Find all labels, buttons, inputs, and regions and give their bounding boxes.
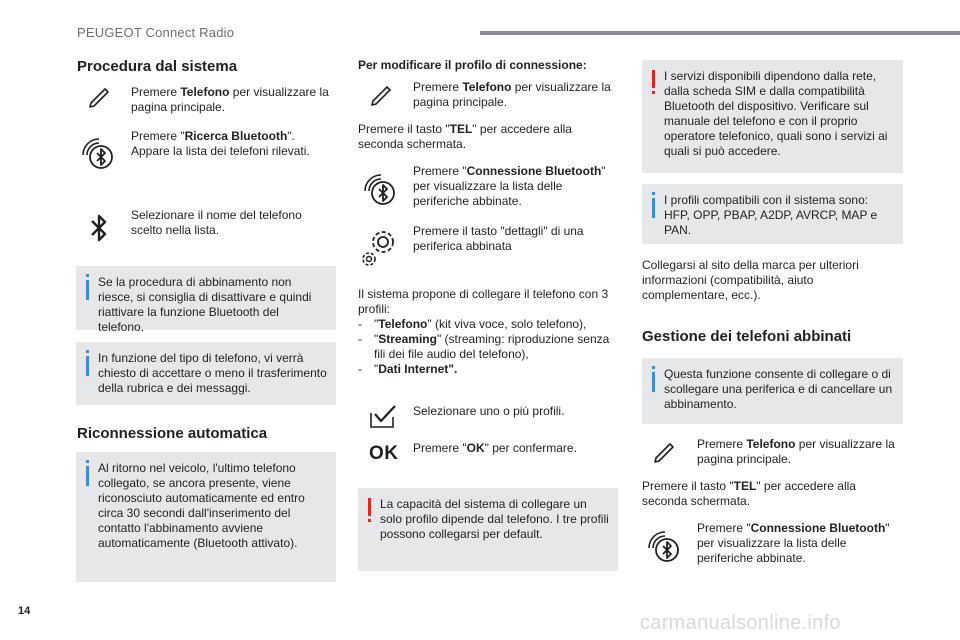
step-select-phone: Selezionare il nome del telefono scelto nella lista. — [131, 208, 302, 237]
pen-icon — [369, 84, 393, 108]
watermark: carmanualsonline.info — [640, 612, 841, 634]
profile-list — [358, 317, 613, 377]
info-box-compatible-profiles — [642, 184, 903, 244]
ok-icon: OK — [369, 443, 399, 464]
para-press-tel: Premere il tasto "TEL" per accedere alla seconda schermata. — [358, 122, 572, 151]
section-title-system-procedure: Procedura dal sistema — [77, 58, 238, 75]
step-press-telefono: Premere Telefono per visualizzare la pagina principale. — [131, 85, 329, 114]
info-text: Al ritorno nel veicolo, l'ultimo telefono collegato, se ancora presente, viene riconosciuto automaticamente ed entro circa 30 secondi dall'inserimento del contatto l'abbinamento avviene automaticamente (Bluetooth attivato). — [98, 461, 305, 550]
step-press-telefono: Premere Telefono per visualizzare la pagina principale. — [413, 80, 611, 109]
para-three-profiles: Il sistema propone di collegare il telefono con 3 profili: — [358, 287, 609, 316]
pen-icon — [652, 441, 676, 465]
info-text: Questa funzione consente di collegare o di scollegare una periferica e di cancellare un abbinamento. — [664, 367, 893, 411]
step-press-ok: Premere "OK" per confermare. — [413, 441, 577, 455]
para-press-tel: Premere il tasto "TEL" per accedere alla seconda schermata. — [642, 479, 856, 508]
info-box-manage-pairing — [642, 358, 903, 424]
list-item: - "Telefono" (kit viva voce, solo telefono), — [358, 317, 613, 332]
info-text: I profili compatibili con il sistema sono: HFP, OPP, PBAP, A2DP, AVRCP, MAP e PAN. — [664, 193, 878, 237]
warning-icon — [652, 70, 655, 88]
info-text: Se la procedura di abbinamento non riesce, si consiglia di disattivare e quindi riattivare la funzione Bluetooth del telefono. — [98, 275, 312, 334]
warning-box-single-profile — [358, 488, 618, 571]
warning-icon — [368, 498, 371, 516]
step-press-details: Premere il tasto "dettagli" di una periferica abbinata — [413, 224, 584, 253]
header-bar — [480, 31, 960, 35]
warning-box-services — [642, 60, 903, 173]
pen-icon — [87, 86, 111, 110]
list-item: - "Streaming" (streaming: riproduzione senza fili dei file audio del telefono), — [358, 332, 613, 362]
warning-text: La capacità del sistema di collegare un solo profilo dipende dal telefono. I tre profili possono collegarsi per default. — [380, 497, 609, 541]
step-press-ricerca-bluetooth: Premere "Ricerca Bluetooth". Appare la lista dei telefoni rilevati. — [131, 129, 310, 158]
section-title-change-profile: Per modificare il profilo di connessione: — [358, 58, 587, 72]
section-title-auto-reconnect: Riconnessione automatica — [77, 425, 268, 442]
info-text: In funzione del tipo di telefono, vi verrà chiesto di accettare o meno il trasferimento della rubrica e dei messaggi. — [98, 351, 327, 395]
info-box-phone-type — [76, 342, 336, 405]
settings-gears-icon — [357, 224, 403, 270]
bluetooth-search-icon — [78, 132, 120, 174]
bluetooth-icon — [89, 212, 109, 244]
step-select-profiles: Selezionare uno o più profili. — [413, 404, 565, 418]
section-title-paired-phones: Gestione dei telefoni abbinati — [642, 328, 852, 345]
info-icon — [652, 372, 655, 392]
info-icon — [652, 198, 655, 218]
info-icon — [86, 466, 89, 486]
info-icon — [86, 280, 89, 300]
warning-text: I servizi disponibili dipendono dalla rete, dalla scheda SIM e dalla compatibilità Bluetooth del dispositivo. Verificare sul manuale del telefono e con il proprio operatore telefonico, quali sono i servizi ai quali si può accedere. — [664, 69, 888, 158]
checkbox-check-icon — [370, 404, 396, 428]
step-press-telefono: Premere Telefono per visualizzare la pagina principale. — [697, 437, 895, 466]
step-press-bluetooth-connection: Premere "Connessione Bluetooth" per visualizzare la lista delle periferiche abbinate. — [697, 521, 890, 565]
bluetooth-search-icon — [644, 525, 686, 567]
list-item: - "Dati Internet". — [358, 362, 613, 377]
info-box-auto-reconnect — [76, 452, 336, 582]
step-press-bluetooth-connection: Premere "Connessione Bluetooth" per visualizzare la lista delle periferiche abbinate. — [413, 164, 606, 208]
running-header: PEUGEOT Connect Radio — [77, 25, 235, 40]
page-number: 14 — [18, 605, 31, 617]
info-box-pairing-fail — [76, 266, 336, 334]
bluetooth-search-icon — [360, 168, 402, 210]
info-icon — [86, 356, 89, 376]
para-brand-site: Collegarsi al sito della marca per ulteriori informazioni (compatibilità, aiuto complementare, ecc.). — [642, 258, 859, 302]
